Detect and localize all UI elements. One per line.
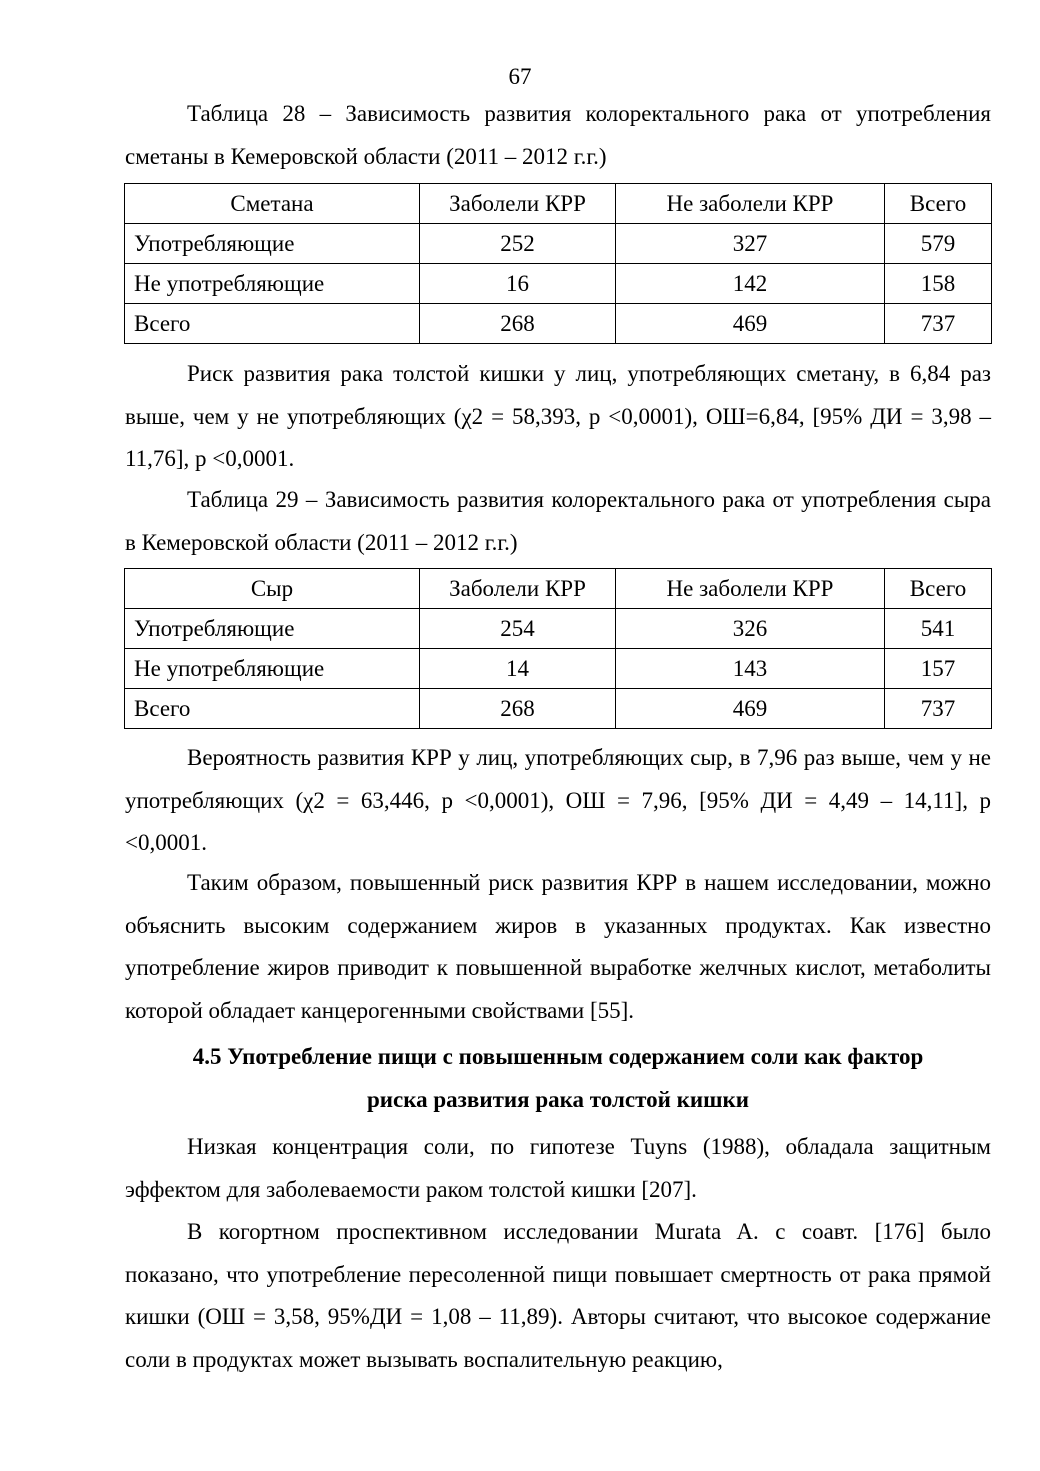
table-cell: 541 [885, 609, 992, 649]
paragraph-conclusion: Таким образом, повышенный риск развития КРР в нашем исследовании, можно объяснить высоким содержанием жиров в указанных продуктах. Как известно употребление жиров приводит к повышенной выработке желчных кислот, метаболиты которой обладает канцерогенными свойствами [55]. [125, 870, 991, 1023]
table-cell: 469 [616, 689, 885, 729]
table-cell: 252 [420, 224, 616, 264]
table-cell: Употребляющие [125, 609, 420, 649]
table-row [125, 689, 992, 729]
table-28 [124, 183, 992, 344]
table-row [125, 224, 992, 264]
table-cell: 326 [616, 609, 885, 649]
table-cell: Не употребляющие [125, 264, 420, 304]
paragraph-block [125, 737, 991, 865]
table-header-cell: Сметана [125, 184, 420, 224]
section-heading [125, 1036, 991, 1121]
table-cell: 469 [616, 304, 885, 344]
table-cell: 327 [616, 224, 885, 264]
table-29-caption: Таблица 29 – Зависимость развития колоректального рака от употребления сыра в Кемеровской области (2011 – 2012 г.г.) [125, 487, 991, 555]
table-row [125, 649, 992, 689]
table-cell: 268 [420, 689, 616, 729]
table-cell: 14 [420, 649, 616, 689]
page-number: 67 [508, 64, 532, 89]
table-header-cell: Всего [885, 569, 992, 609]
table-29 [124, 568, 992, 729]
table-cell: 158 [885, 264, 992, 304]
paragraph-risk-cheese: Вероятность развития КРР у лиц, употребляющих сыр, в 7,96 раз выше, чем у не употребляющих (χ2 = 63,446, p <0,0001), ОШ = 7,96, [95% ДИ = 4,49 – 14,11], p <0,0001. [125, 745, 991, 855]
table-cell: Всего [125, 304, 420, 344]
table-cell: 737 [885, 304, 992, 344]
table-header-cell: Заболели КРР [420, 569, 616, 609]
table-header-cell: Не заболели КРР [616, 569, 885, 609]
table-cell: 143 [616, 649, 885, 689]
table-header-row [125, 569, 992, 609]
section-heading-line: риска развития рака толстой кишки [366, 1086, 750, 1112]
table-cell: 268 [420, 304, 616, 344]
table-row [125, 264, 992, 304]
table-cell: 579 [885, 224, 992, 264]
section-heading-line: 4.5 Употребление пищи с повышенным содержанием соли как фактор [192, 1044, 924, 1069]
table-row [125, 609, 992, 649]
paragraph-risk-sour-cream: Риск развития рака толстой кишки у лиц, употребляющих сметану, в 6,84 раз выше, чем у не употребляющих (χ2 = 58,393, p <0,0001), ОШ=6,84, [95% ДИ = 3,98 – 11,76], p <0,0001. [125, 361, 991, 471]
table-29-caption-block [125, 479, 991, 564]
paragraph-block [125, 862, 991, 1032]
table-header-cell: Сыр [125, 569, 420, 609]
paragraph-block [125, 1126, 991, 1211]
paragraph-murata: В когортном проспективном исследовании Murata A. с соавт. [176] было показано, что употребление пересоленной пищи повышает смертность от рака прямой кишки (ОШ = 3,58, 95%ДИ = 1,08 – 11,89). Авторы считают, что высокое содержание соли в продуктах может вызывать воспалительную реакцию, [125, 1219, 991, 1372]
paragraph-block [125, 1211, 991, 1381]
table-cell: Не употребляющие [125, 649, 420, 689]
table-cell: Всего [125, 689, 420, 729]
table-cell: Употребляющие [125, 224, 420, 264]
table-cell: 142 [616, 264, 885, 304]
table-header-cell: Всего [885, 184, 992, 224]
table-row [125, 304, 992, 344]
table-cell: 157 [885, 649, 992, 689]
table-header-cell: Не заболели КРР [616, 184, 885, 224]
table-cell: 254 [420, 609, 616, 649]
table-28-caption-block [125, 93, 991, 178]
table-28-caption: Таблица 28 – Зависимость развития колоректального рака от употребления сметаны в Кемеровской области (2011 – 2012 г.г.) [125, 101, 991, 169]
table-cell: 16 [420, 264, 616, 304]
table-header-cell: Заболели КРР [420, 184, 616, 224]
table-header-row [125, 184, 992, 224]
table-cell: 737 [885, 689, 992, 729]
paragraph-tuyns: Низкая концентрация соли, по гипотезе Tuyns (1988), обладала защитным эффектом для заболеваемости раком толстой кишки [207]. [125, 1134, 991, 1202]
paragraph-block [125, 353, 991, 481]
